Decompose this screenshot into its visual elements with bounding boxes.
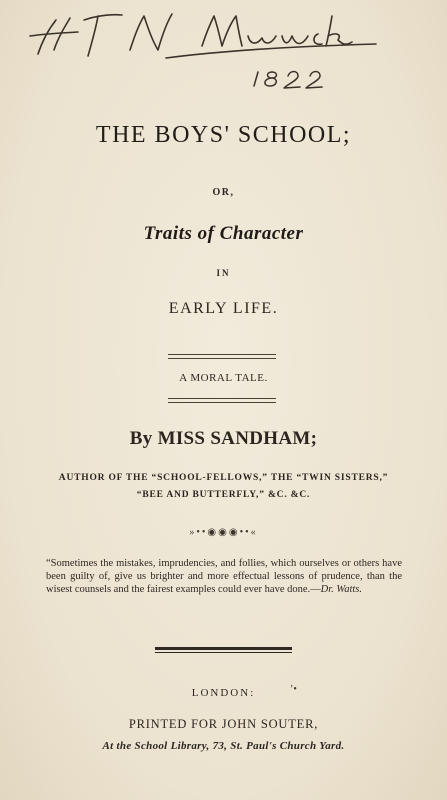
imprint-address: At the School Library, 73, St. Paul's Church Yard. bbox=[102, 740, 345, 752]
ink-mark: ’• bbox=[290, 684, 297, 695]
heavy-divider-rule bbox=[155, 647, 292, 653]
or-connector: OR, bbox=[212, 187, 235, 198]
epigraph bbox=[46, 557, 402, 596]
early-life-heading: EARLY LIFE. bbox=[168, 300, 279, 317]
divider-rule bbox=[168, 398, 276, 403]
epigraph-text: “Sometimes the mistakes, imprudencies, and follies, which ourselves or others have been guilty of, give us brighter and more effectual lessons of prudence, than the wisest counsels and the fairest examples could ever have done.— bbox=[46, 558, 402, 595]
author-line: By MISS SANDHAM; bbox=[129, 428, 318, 449]
handwritten-signature bbox=[26, 6, 386, 96]
ornament-divider: »••◉◉◉••« bbox=[189, 527, 258, 538]
book-subtitle: Traits of Character bbox=[143, 223, 304, 244]
imprint-city: LONDON: bbox=[191, 687, 256, 699]
in-connector: IN bbox=[216, 268, 231, 278]
book-title: THE BOYS' SCHOOL; bbox=[95, 122, 352, 148]
imprint-printer: PRINTED FOR JOHN SOUTER, bbox=[128, 717, 319, 731]
author-credits: AUTHOR OF THE “SCHOOL-FELLOWS,” THE “TWIN SISTERS,” “BEE AND BUTTERFLY,” &C. &C. bbox=[58, 473, 389, 500]
genre-line: A MORAL TALE. bbox=[179, 372, 268, 384]
divider-rule bbox=[168, 354, 276, 359]
handwritten-inscription bbox=[26, 6, 386, 96]
epigraph-attribution: Dr. Watts. bbox=[320, 584, 363, 595]
